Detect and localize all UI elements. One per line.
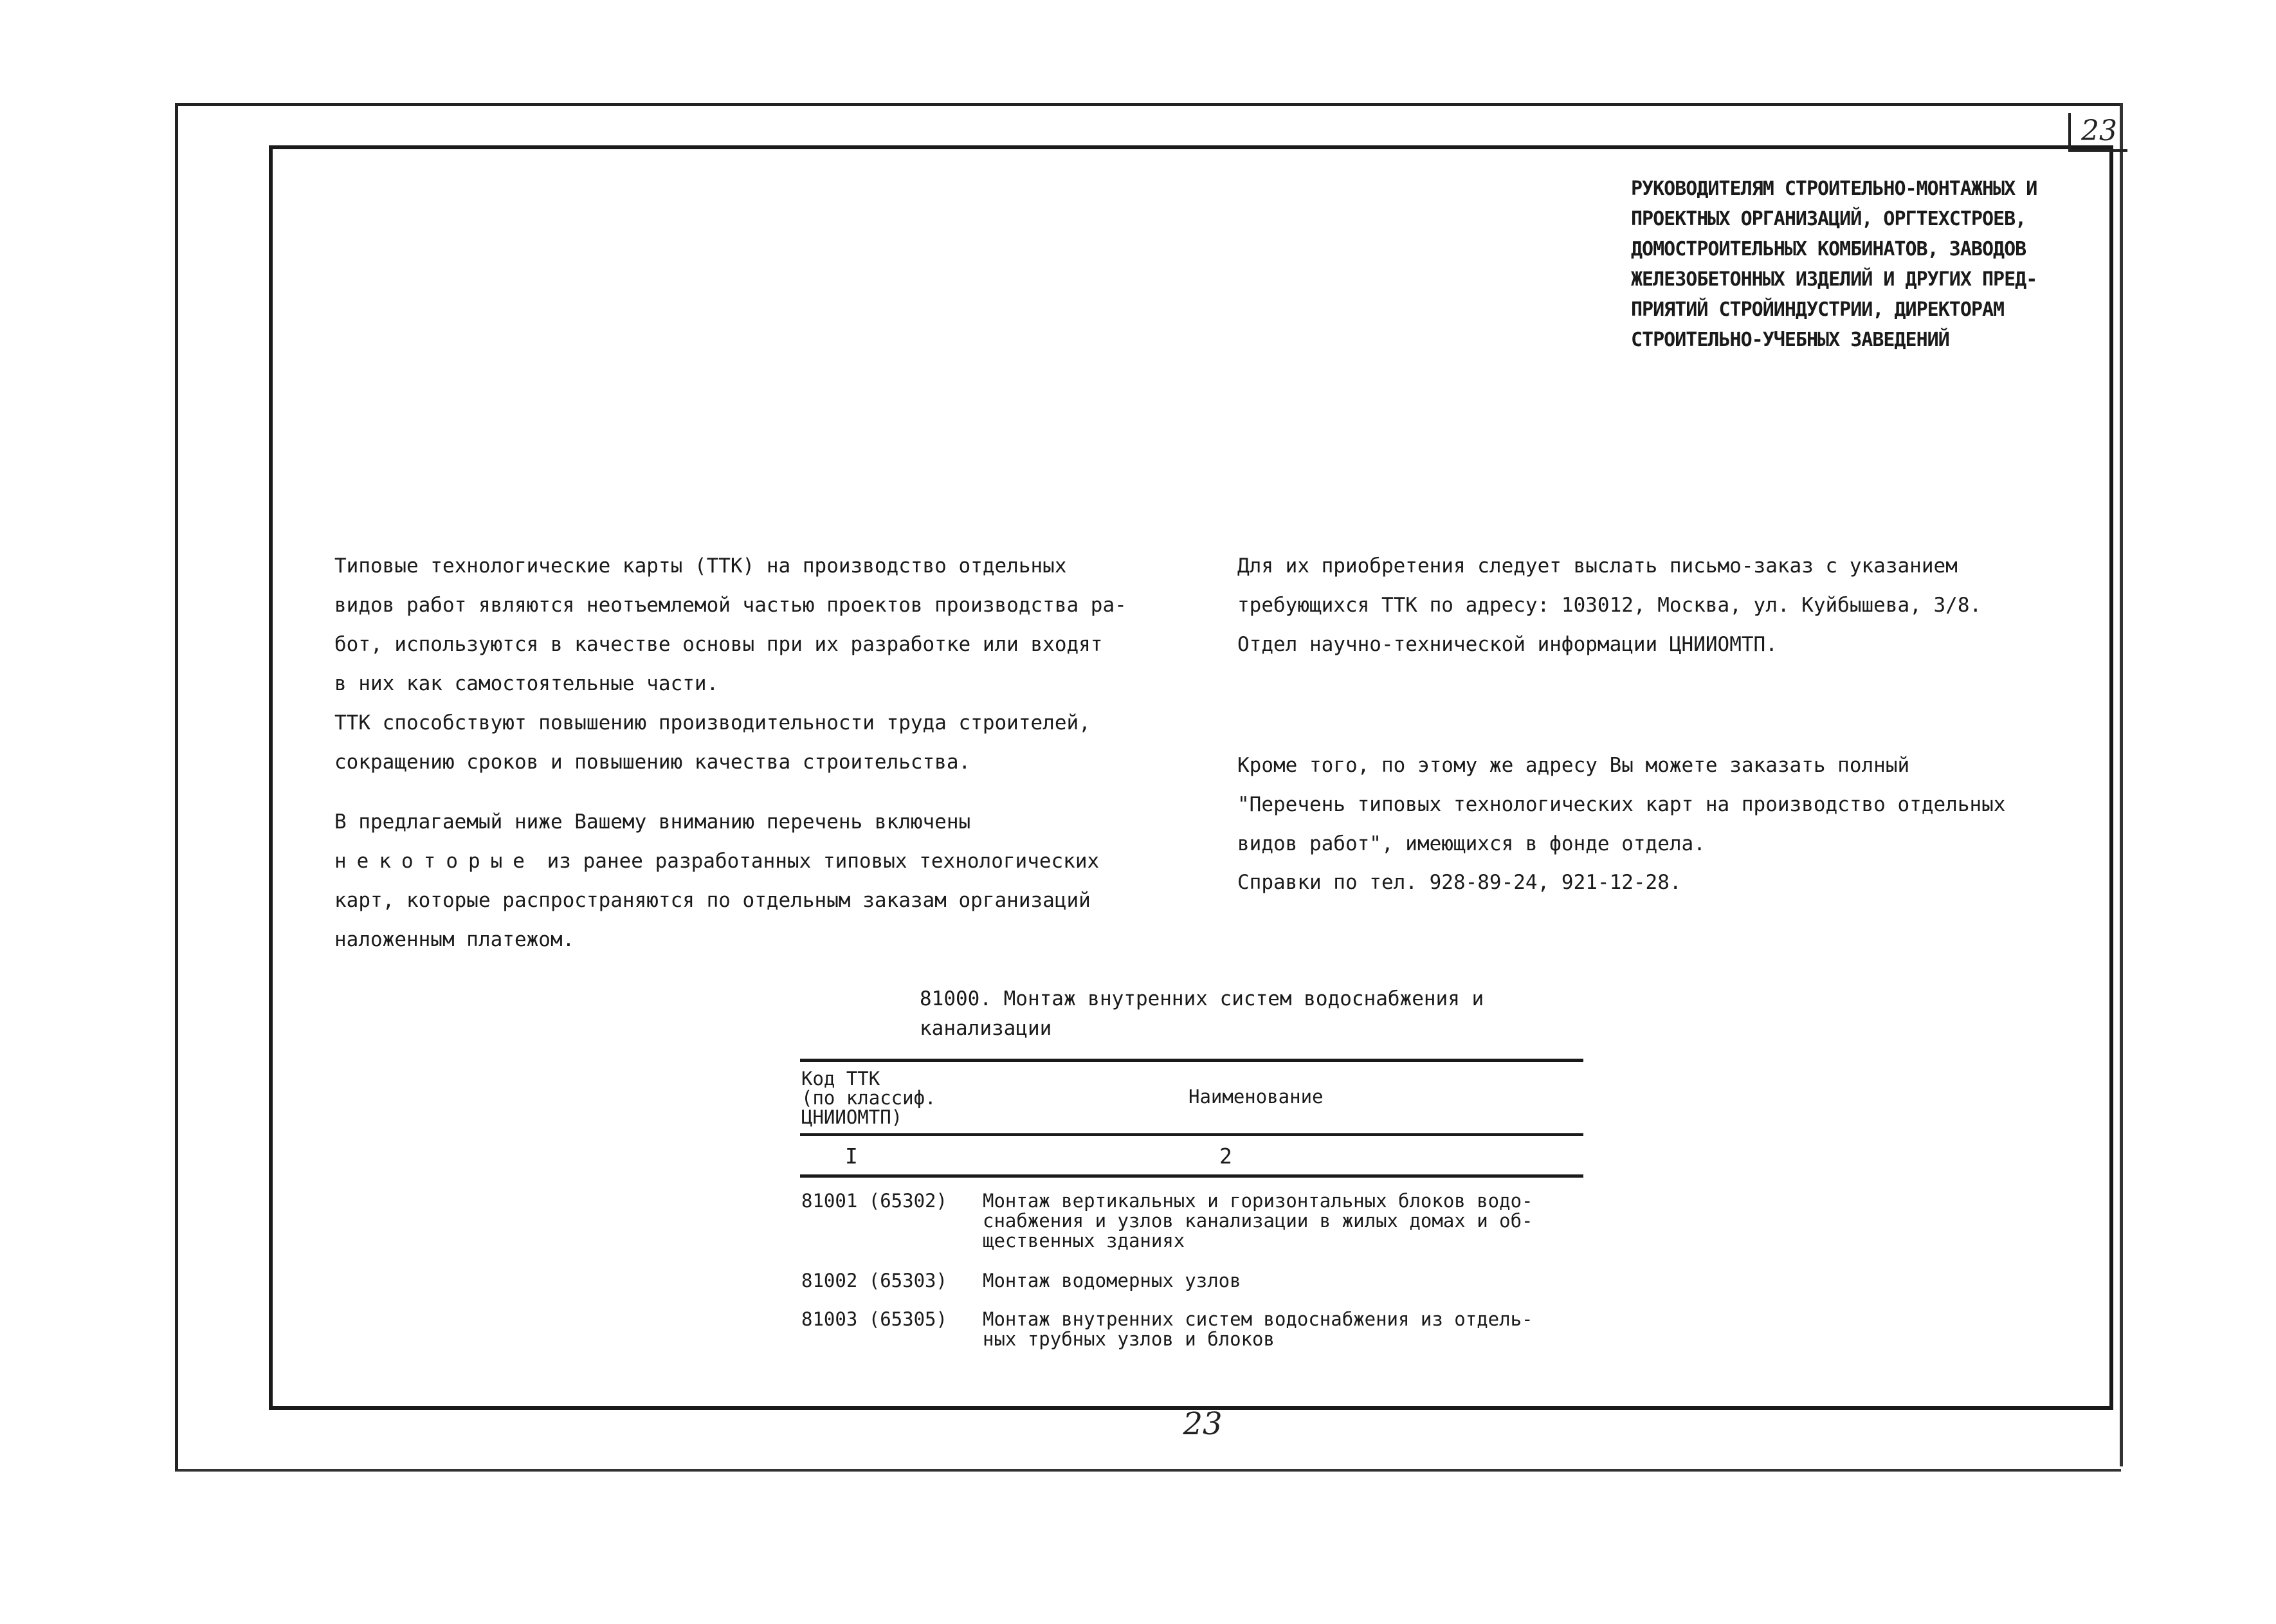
- emphasized-word: некоторые: [334, 850, 535, 873]
- right-paragraph-2: Кроме того, по этому же адресу Вы можете заказать полный "Перечень типовых технологических карт на производство отдельных видов работ", имеющихся в фонде отдела.: [1237, 754, 2006, 855]
- page-number-top: 23: [2068, 113, 2127, 152]
- left-paragraph-2: ТТК способствуют повышению производительности труда строителей, сокращению сроков и повышению качества строительства.: [334, 711, 1091, 774]
- row-code: 81001 (65302): [801, 1190, 947, 1212]
- section-title: 81000. Монтаж внутренних систем водоснабжения и канализации: [920, 987, 1484, 1040]
- outer-frame-right-edge: [2120, 103, 2123, 1466]
- column-header-code: Код ТТК (по классиф. ЦНИИОМТП): [801, 1068, 936, 1128]
- row-code: 81002 (65303): [801, 1270, 947, 1291]
- row-name: Монтаж вертикальных и горизонтальных блоков водо- снабжения и узлов канализации в жилых домах и об- щественных зданиях: [983, 1190, 1533, 1252]
- column-number-2: 2: [1219, 1144, 1232, 1169]
- left-paragraph-3-line2-rest: из ранее разработанных типовых технологических: [534, 850, 1100, 873]
- table-numbers-rule: [800, 1174, 1583, 1178]
- addressee-block: РУКОВОДИТЕЛЯМ СТРОИТЕЛЬНО-МОНТАЖНЫХ И ПРОЕКТНЫХ ОРГАНИЗАЦИЙ, ОРГТЕХСТРОЕВ, ДОМОСТРОИТЕЛЬНЫХ КОМБИНАТОВ, ЗАВОДОВ ЖЕЛЕЗОБЕТОННЫХ ИЗДЕЛИЙ И ДРУГИХ ПРЕД- ПРИЯТИЙ СТРОЙИНДУСТРИИ, ДИРЕКТОРАМ СТРОИТЕЛЬНО-УЧЕБНЫХ ЗАВЕДЕНИЙ: [1631, 178, 2037, 351]
- left-paragraph-3-intro: В предлагаемый ниже Вашему вниманию перечень включены: [334, 810, 971, 834]
- column-number-1: I: [845, 1144, 858, 1169]
- left-paragraph-1: Типовые технологические карты (ТТК) на производство отдельных видов работ являются неотъемлемой частью проектов производства ра- бот, используются в качестве основы при их разработке или входят в них как самостоятельные части.: [334, 554, 1127, 695]
- left-paragraph-3-line2: [334, 842, 1190, 881]
- right-paragraph-3: Справки по тел. 928-89-24, 921-12-28.: [1237, 871, 1682, 894]
- page-number-bottom: 23: [1183, 1406, 1223, 1442]
- right-paragraph-1: Для их приобретения следует выслать письмо-заказ с указанием требующихся ТТК по адресу: 103012, Москва, ул. Куйбышева, 3/8. Отдел научно-технической информации ЦНИИОМТП.: [1237, 554, 1982, 656]
- table-header-rule: [800, 1133, 1583, 1136]
- left-paragraph-3-tail: карт, которые распространяются по отдельным заказам организаций наложенным платежом.: [334, 889, 1091, 951]
- row-name: Монтаж водомерных узлов: [983, 1270, 1241, 1291]
- row-name: Монтаж внутренних систем водоснабжения из отдель- ных трубных узлов и блоков: [983, 1308, 1533, 1350]
- column-header-name: Наименование: [1188, 1086, 1324, 1108]
- row-code: 81003 (65305): [801, 1308, 947, 1330]
- table-top-rule: [800, 1059, 1583, 1062]
